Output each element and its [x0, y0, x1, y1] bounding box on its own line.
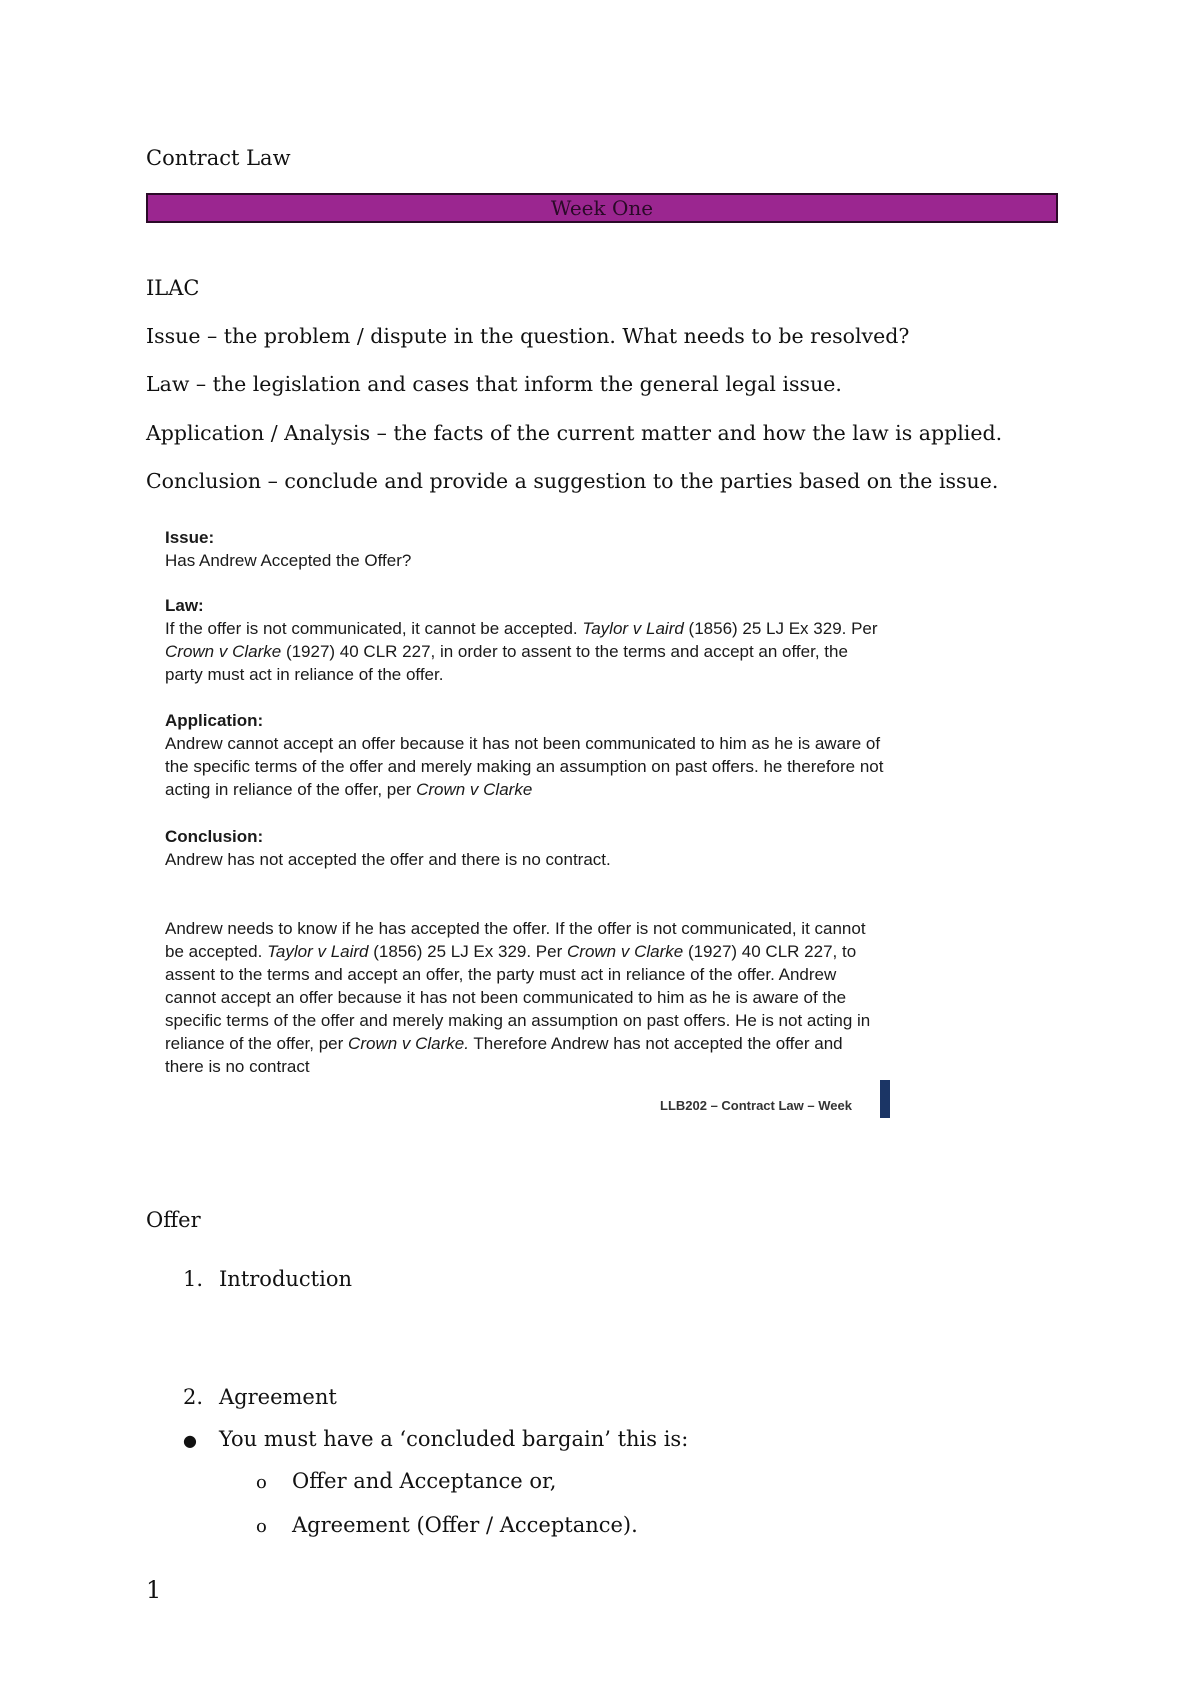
- conclusion-label: Conclusion:: [165, 827, 264, 846]
- para-case-2: Crown v Clarke: [567, 942, 684, 961]
- para-case-3: Crown v Clarke.: [348, 1034, 469, 1053]
- numbered-item-agreement: [183, 1385, 337, 1409]
- slide-footer-tab: [880, 1080, 890, 1118]
- ilac-issue-line: Issue – the problem / dispute in the question. What needs to be resolved?: [146, 324, 910, 348]
- conclusion-block: [165, 825, 885, 871]
- slide-footer-label: LLB202 – Contract Law – Week: [660, 1098, 852, 1113]
- law-text-3: (1927) 40 CLR 227, in order to assent to the terms and accept an offer, the party must act in reliance of the offer.: [165, 642, 848, 684]
- item-label: Agreement: [219, 1385, 337, 1409]
- offer-heading: Offer: [146, 1208, 201, 1232]
- item-number: 2.: [183, 1385, 204, 1409]
- para-text-3: (1927) 40 CLR 227, to assent to the terms and accept an offer, the party must act in reliance of the offer. Andrew cannot accept an offer because it has not been communicated to him as he is aware of the specific terms of the offer and merely making an assumption on past offers. He is not acting in reliance of the offer, per: [165, 942, 871, 1053]
- ilac-heading: ILAC: [146, 276, 200, 300]
- law-case-1: Taylor v Laird: [582, 619, 684, 638]
- conclusion-text: Andrew has not accepted the offer and there is no contract.: [165, 850, 611, 869]
- bullet-item: [183, 1427, 688, 1451]
- law-text-1: If the offer is not communicated, it cannot be accepted.: [165, 619, 578, 638]
- issue-block: [165, 526, 885, 572]
- sub-item-1: [256, 1469, 556, 1493]
- sub-item-text: Agreement (Offer / Acceptance).: [292, 1513, 638, 1537]
- issue-label: Issue:: [165, 528, 215, 547]
- page-number: 1: [146, 1576, 162, 1604]
- doc-title: Contract Law: [146, 146, 291, 170]
- law-label: Law:: [165, 596, 204, 615]
- application-case: Crown v Clarke: [416, 780, 533, 799]
- circle-bullet-icon: o: [256, 1472, 267, 1493]
- para-text-1: Andrew needs to know if he has accepted the offer. If the offer is not communicated, it cannot be accepted.: [165, 919, 866, 961]
- sub-item-text: Offer and Acceptance or,: [292, 1469, 557, 1493]
- summary-paragraph: [165, 917, 885, 1078]
- application-text-body: Andrew cannot accept an offer because it has not been communicated to him as he is aware of the specific terms of the offer and merely making an assumption on past offers. he therefore not acting in reliance of the offer, per: [165, 734, 884, 799]
- sub-item-2: [256, 1513, 638, 1537]
- numbered-item-introduction: [183, 1267, 352, 1291]
- application-block: [165, 709, 885, 801]
- law-case-2: Crown v Clarke: [165, 642, 282, 661]
- circle-bullet-icon: o: [256, 1516, 267, 1537]
- embedded-slide-image: [150, 520, 900, 1120]
- ilac-conclusion-line: Conclusion – conclude and provide a suggestion to the parties based on the issue.: [146, 469, 999, 493]
- week-banner: Week One: [146, 193, 1058, 223]
- para-text-4: Therefore Andrew has not accepted the offer and there is no contract: [165, 1034, 843, 1076]
- law-block: [165, 594, 885, 686]
- bullet-icon: ●: [183, 1431, 197, 1450]
- ilac-law-line: Law – the legislation and cases that inform the general legal issue.: [146, 372, 842, 396]
- para-case-1: Taylor v Laird: [267, 942, 369, 961]
- law-text-2: (1856) 25 LJ Ex 329. Per: [688, 619, 878, 638]
- item-number: 1.: [183, 1267, 204, 1291]
- application-label: Application:: [165, 711, 264, 730]
- application-text: [165, 732, 885, 801]
- item-label: Introduction: [219, 1267, 352, 1291]
- ilac-application-line: Application / Analysis – the facts of the current matter and how the law is applied.: [146, 421, 1003, 445]
- issue-text: Has Andrew Accepted the Offer?: [165, 551, 412, 570]
- para-text-2: (1856) 25 LJ Ex 329. Per: [373, 942, 563, 961]
- bullet-text: You must have a ‘concluded bargain’ this is:: [219, 1427, 689, 1451]
- law-text: [165, 617, 885, 686]
